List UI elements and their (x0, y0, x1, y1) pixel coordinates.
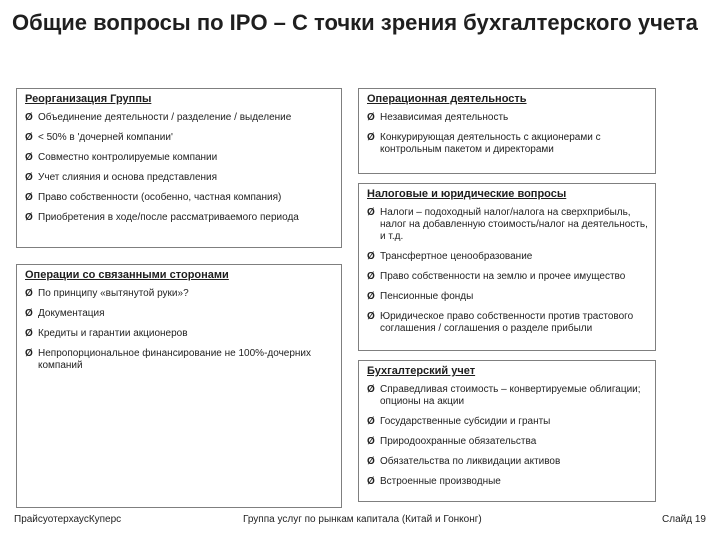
box-reorganization (16, 88, 342, 248)
list-item (25, 152, 335, 164)
list-item-text: По принципу «вытянутой руки»? (38, 288, 189, 299)
box-title-reorganization: Реорганизация Группы (25, 93, 152, 105)
arrow-bullet-icon: Ø (367, 436, 375, 447)
list-item (367, 112, 649, 124)
footer-slide-number: Слайд 19 (662, 514, 706, 525)
list-item-text: Справедливая стоимость – конвертируемые облигации; опционы на акции (380, 384, 641, 407)
arrow-bullet-icon: Ø (367, 311, 375, 322)
list-item-text: Трансфертное ценообразование (380, 251, 533, 262)
list-item-text: Встроенные производные (380, 476, 501, 487)
list-item-text: Государственные субсидии и гранты (380, 416, 551, 427)
box-tax-legal (358, 183, 656, 351)
list-item (25, 288, 335, 300)
operations-list (367, 112, 649, 156)
list-item-text: < 50% в 'дочерней компании' (38, 132, 173, 143)
list-item-text: Конкурирующая деятельность с акционерами с контрольным пакетом и директорами (380, 132, 601, 155)
list-item (367, 476, 649, 488)
arrow-bullet-icon: Ø (25, 112, 33, 123)
box-title-tax-legal: Налоговые и юридические вопросы (367, 188, 567, 200)
list-item-text: Налоги – подоходный налог/налога на сверхприбыль, налог на добавленную стоимость/налог на деятельность, и т.д. (380, 207, 648, 242)
arrow-bullet-icon: Ø (367, 416, 375, 427)
arrow-bullet-icon: Ø (367, 112, 375, 123)
list-item-text: Пенсионные фонды (380, 291, 474, 302)
box-accounting (358, 360, 656, 502)
list-item (25, 348, 335, 372)
arrow-bullet-icon: Ø (367, 384, 375, 395)
list-item (367, 271, 649, 283)
list-item (367, 384, 649, 408)
footer-company: ПрайсуотерхаусКуперс (14, 514, 122, 525)
list-item (367, 416, 649, 428)
list-item (367, 436, 649, 448)
list-item (25, 308, 335, 320)
arrow-bullet-icon: Ø (25, 328, 33, 339)
list-item (367, 456, 649, 468)
arrow-bullet-icon: Ø (367, 132, 375, 143)
box-operations (358, 88, 656, 174)
arrow-bullet-icon: Ø (367, 291, 375, 302)
list-item (25, 132, 335, 144)
list-item-text: Независимая деятельность (380, 112, 509, 123)
list-item-text: Документация (38, 308, 105, 319)
list-item (25, 192, 335, 204)
box-title-operations: Операционная деятельность (367, 93, 527, 105)
arrow-bullet-icon: Ø (367, 207, 375, 218)
list-item-text: Юридическое право собственности против трастового соглашения / соглашения о разделе прибыли (380, 311, 634, 334)
list-item (367, 291, 649, 303)
tax-legal-list (367, 207, 649, 335)
accounting-list (367, 384, 649, 488)
list-item-text: Природоохранные обязательства (380, 436, 537, 447)
box-related-parties (16, 264, 342, 508)
arrow-bullet-icon: Ø (367, 271, 375, 282)
list-item-text: Непропорциональное финансирование не 100%-дочерних компаний (38, 348, 312, 371)
list-item (25, 328, 335, 340)
list-item (25, 172, 335, 184)
arrow-bullet-icon: Ø (25, 348, 33, 359)
list-item-text: Совместно контролируемые компании (38, 152, 218, 163)
list-item (367, 251, 649, 263)
arrow-bullet-icon: Ø (367, 476, 375, 487)
arrow-bullet-icon: Ø (25, 212, 33, 223)
arrow-bullet-icon: Ø (25, 308, 33, 319)
arrow-bullet-icon: Ø (25, 132, 33, 143)
slide-title: Общие вопросы по IPO – С точки зрения бухгалтерского учета (12, 10, 698, 35)
list-item (367, 132, 649, 156)
list-item-text: Кредиты и гарантии акционеров (38, 328, 188, 339)
footer-group: Группа услуг по рынкам капитала (Китай и Гонконг) (243, 514, 482, 525)
list-item (367, 311, 649, 335)
list-item-text: Обязательства по ликвидации активов (380, 456, 561, 467)
box-title-related-parties: Операции со связанными сторонами (25, 269, 229, 281)
arrow-bullet-icon: Ø (25, 192, 33, 203)
arrow-bullet-icon: Ø (367, 456, 375, 467)
list-item-text: Право собственности (особенно, частная компания) (38, 192, 282, 203)
related-parties-list (25, 288, 335, 372)
arrow-bullet-icon: Ø (25, 288, 33, 299)
list-item (367, 207, 649, 243)
list-item-text: Право собственности на землю и прочее имущество (380, 271, 626, 282)
arrow-bullet-icon: Ø (25, 152, 33, 163)
box-title-accounting: Бухгалтерский учет (367, 365, 476, 377)
list-item-text: Объединение деятельности / разделение / выделение (38, 112, 292, 123)
list-item (25, 112, 335, 124)
list-item-text: Приобретения в ходе/после рассматриваемого периода (38, 212, 299, 223)
list-item (25, 212, 335, 224)
reorganization-list (25, 112, 335, 224)
arrow-bullet-icon: Ø (25, 172, 33, 183)
arrow-bullet-icon: Ø (367, 251, 375, 262)
list-item-text: Учет слияния и основа представления (38, 172, 218, 183)
